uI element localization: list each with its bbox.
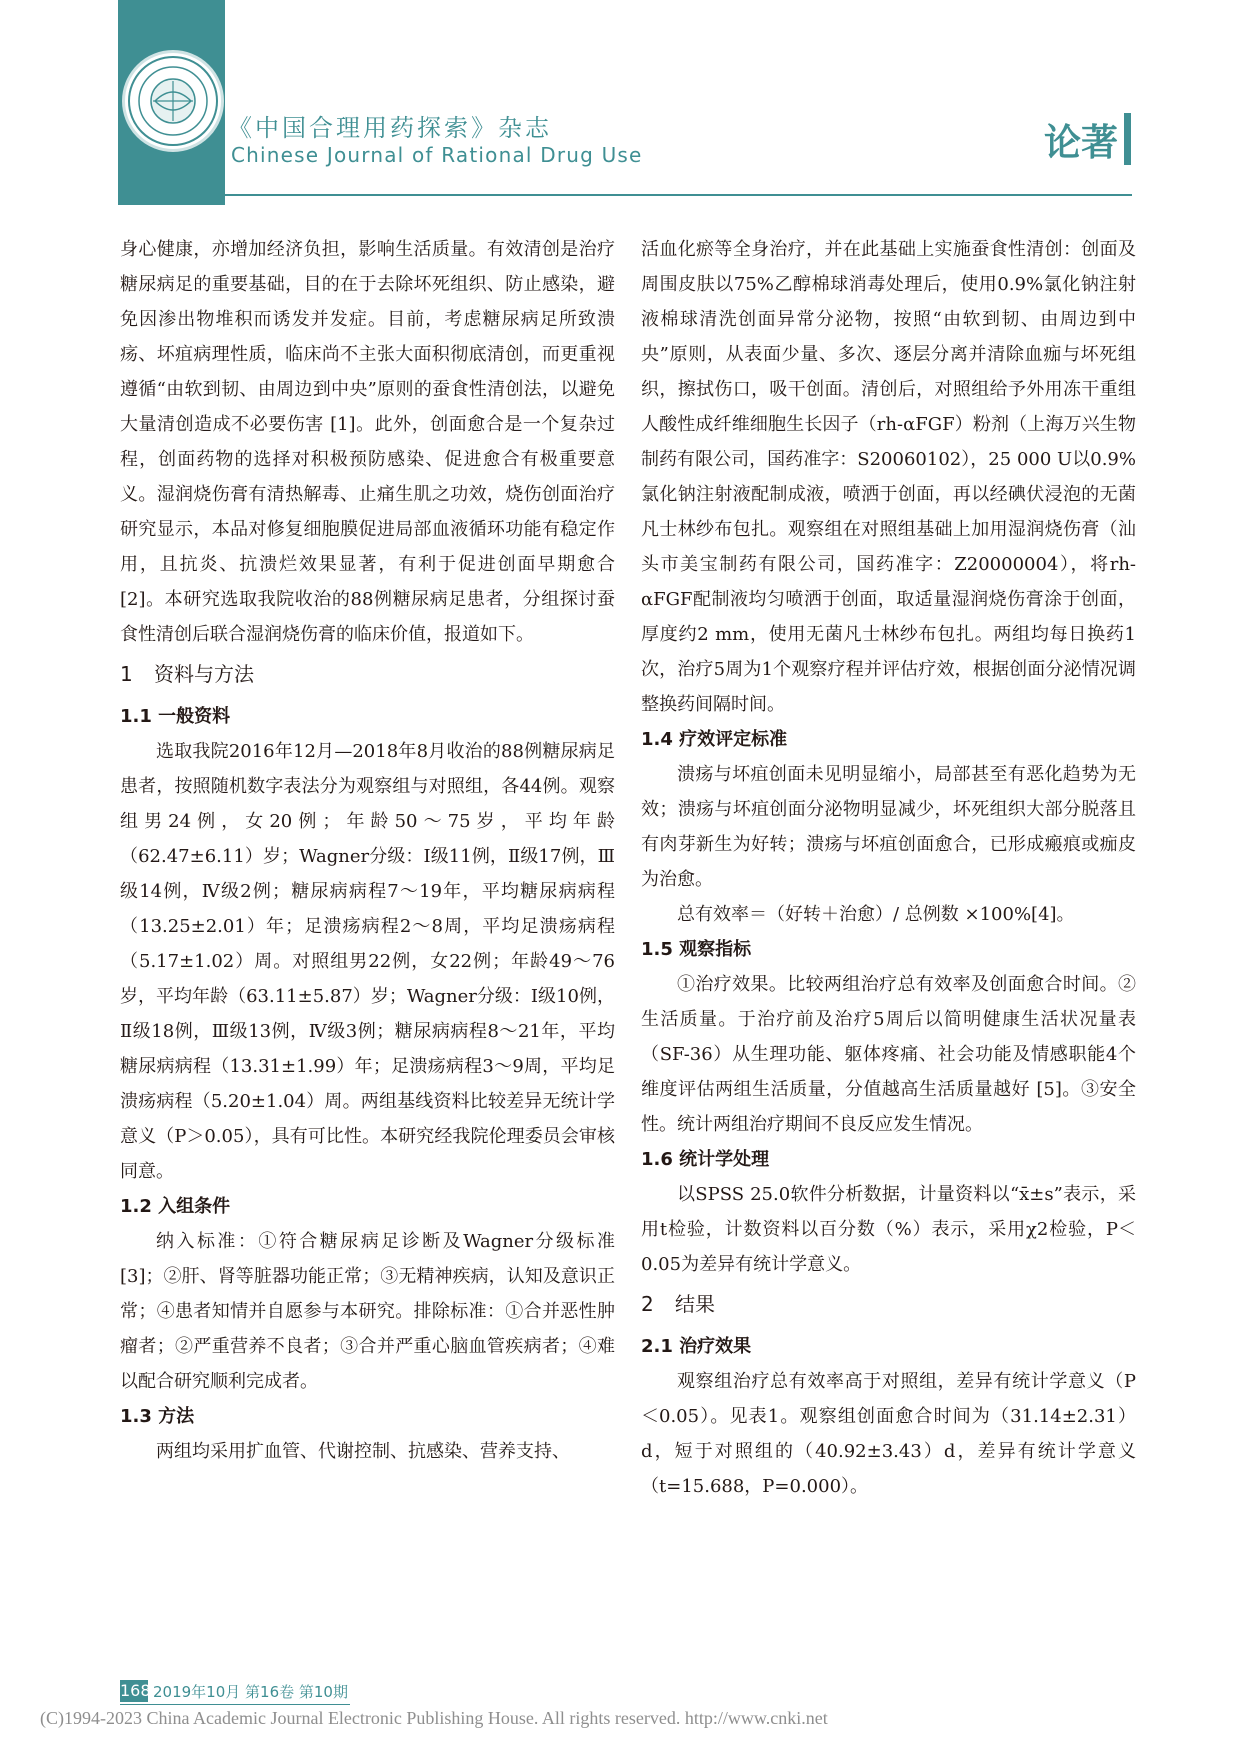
subsection-heading: 1.3 方法 xyxy=(120,1406,195,1427)
section-tag-bar xyxy=(1124,113,1131,165)
subsection-heading: 1.2 入组条件 xyxy=(120,1196,231,1217)
subsection-heading: 1.6 统计学处理 xyxy=(641,1149,770,1170)
subsection-heading: 1.5 观察指标 xyxy=(641,939,752,960)
section-title: 结果 xyxy=(675,1292,715,1316)
section-heading-2 xyxy=(641,1287,1136,1321)
subsection-heading: 2.1 治疗效果 xyxy=(641,1336,752,1357)
section-tag: 论著 xyxy=(1044,121,1118,164)
issue-info: 2019年10月 第16卷 第10期 xyxy=(153,1683,348,1701)
section-number: 1 xyxy=(120,662,133,686)
journal-title-cn: 《中国合理用药探索》杂志 xyxy=(228,114,552,142)
paragraph: 活血化瘀等全身治疗，并在此基础上实施蚕食性清创：创面及周围皮肤以75%乙醇棉球消毒处理后，使用0.9%氯化钠注射液棉球清洗创面异常分泌物，按照“由软到韧、由周边到中央”原则，从表面少量、多次、逐层分离并清除血痂与坏死组织，擦拭伤口，吸干创面。清创后，对照组给予外用冻干重组人酸性成纤维细胞生长因子（rh-αFGF）粉剂（上海万兴生物制药有限公司，国药准字：S20060102），25 000 U以0.9%氯化钠注射液配制成液，喷洒于创面，再以经碘伏浸泡的无菌凡士林纱布包扎。观察组在对照组基础上加用湿润烧伤膏（汕头市美宝制药有限公司，国药准字：Z20000004），将rh-αFGF配制液均匀喷洒于创面，取适量湿润烧伤膏涂于创面，厚度约2 mm，使用无菌凡士林纱布包扎。两组均每日换药1次，治疗5周为1个观察疗程并评估疗效，根据创面分泌情况调整换药间隔时间。 xyxy=(641,239,1136,715)
page-number: 168 xyxy=(120,1681,151,1700)
journal-title-en: Chinese Journal of Rational Drug Use xyxy=(231,143,643,167)
subsection-heading: 1.4 疗效评定标准 xyxy=(641,729,788,750)
formula-paragraph: 总有效率＝（好转＋治愈）/ 总例数 ×100%[4]。 xyxy=(677,904,1075,925)
left-column xyxy=(120,232,615,1627)
header-rule xyxy=(118,194,1132,196)
journal-seal-icon xyxy=(122,50,224,152)
paragraph: ①治疗效果。比较两组治疗总有效率及创面愈合时间。②生活质量。于治疗前及治疗5周后以简明健康生活状况量表（SF-36）从生理功能、躯体疼痛、社会功能及情感职能4个维度评估两组生活质量，分值越高生活质量越好 [5]。③安全性。统计两组治疗期间不良反应发生情况。 xyxy=(641,974,1136,1135)
paragraph: 观察组治疗总有效率高于对照组，差异有统计学意义（P＜0.05）。见表1。观察组创面愈合时间为（31.14±2.31）d，短于对照组的（40.92±3.43）d，差异有统计学意义（t=15.688，P=0.000）。 xyxy=(641,1371,1136,1497)
footer-rule xyxy=(120,1704,350,1705)
paragraph: 溃疡与坏疽创面未见明显缩小，局部甚至有恶化趋势为无效；溃疡与坏疽创面分泌物明显减少，坏死组织大部分脱落且有肉芽新生为好转；溃疡与坏疽创面愈合，已形成瘢痕或痂皮为治愈。 xyxy=(641,764,1136,890)
paragraph: 纳入标准：①符合糖尿病足诊断及Wagner分级标准 [3]；②肝、肾等脏器功能正常；③无精神疾病，认知及意识正常；④患者知情并自愿参与本研究。排除标准：①合并恶性肿瘤者；②严重营养不良者；③合并严重心脑血管疾病者；④难以配合研究顺利完成者。 xyxy=(120,1231,615,1392)
paragraph: 两组均采用扩血管、代谢控制、抗感染、营养支持、 xyxy=(156,1441,570,1462)
paragraph: 以SPSS 25.0软件分析数据，计量资料以“x̄±s”表示，采用t检验，计数资料以百分数（%）表示，采用χ2检验，P＜0.05为差异有统计学意义。 xyxy=(641,1184,1136,1275)
section-heading-1 xyxy=(120,657,615,691)
paragraph: 身心健康，亦增加经济负担，影响生活质量。有效清创是治疗糖尿病足的重要基础，目的在于去除坏死组织、防止感染，避免因渗出物堆积而诱发并发症。目前，考虑糖尿病足所致溃疡、坏疽病理性质，临床尚不主张大面积彻底清创，而更重视遵循“由软到韧、由周边到中央”原则的蚕食性清创法，以避免大量清创造成不必要伤害 [1]。此外，创面愈合是一个复杂过程，创面药物的选择对积极预防感染、促进愈合有极重要意义。湿润烧伤膏有清热解毒、止痛生肌之功效，烧伤创面治疗研究显示，本品对修复细胞膜促进局部血液循环功能有稳定作用，且抗炎、抗溃烂效果显著，有利于促进创面早期愈合 [2]。本研究选取我院收治的88例糖尿病足患者，分组探讨蚕食性清创后联合湿润烧伤膏的临床价值，报道如下。 xyxy=(120,239,615,645)
paragraph: 选取我院2016年12月—2018年8月收治的88例糖尿病足患者，按照随机数字表法分为观察组与对照组，各44例。观察组男24例，女20例；年龄50～75岁，平均年龄（62.47±6.11）岁；Wagner分级：Ⅰ级11例，Ⅱ级17例，Ⅲ级14例，Ⅳ级2例；糖尿病病程7～19年，平均糖尿病病程（13.25±2.01）年；足溃疡病程2～8周，平均足溃疡病程（5.17±1.02）周。对照组男22例，女22例；年龄49～76岁，平均年龄（63.11±5.87）岁；Wagner分级：Ⅰ级10例，Ⅱ级18例，Ⅲ级13例，Ⅳ级3例；糖尿病病程8～21年，平均糖尿病病程（13.31±1.99）年；足溃疡病程3～9周，平均足溃疡病程（5.20±1.04）周。两组基线资料比较差异无统计学意义（P＞0.05），具有可比性。本研究经我院伦理委员会审核同意。 xyxy=(120,741,615,1182)
subsection-heading: 1.1 一般资料 xyxy=(120,706,231,727)
section-number: 2 xyxy=(641,1292,654,1316)
copyright-notice: (C)1994-2023 China Academic Journal Electronic Publishing House. All rights reserved. http://www.cnki.net xyxy=(40,1708,828,1728)
section-title: 资料与方法 xyxy=(154,662,254,686)
right-column xyxy=(641,232,1136,1627)
